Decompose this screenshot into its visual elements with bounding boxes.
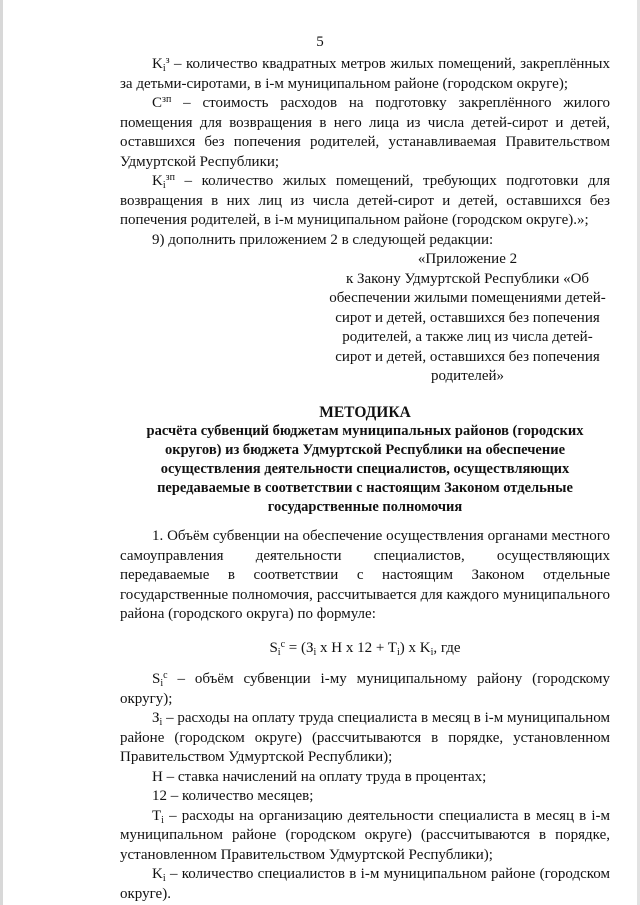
appendix-heading [325,250,610,387]
page-number: 5 [316,34,324,50]
definition-s: $S_i^с$ – объём субвенции i-му муниципальному району (городскому округу); [120,670,610,707]
definition-12: 12 – количество месяцев; [152,788,314,804]
definition-z: $З_i$ – расходы на оплату труда специалиста в месяц в i-м муниципальном районе (городском округе) (рассчитываются в порядке, установленном Правительством Удмуртской Республики); [120,710,610,765]
paragraph-1: 1. Объём субвенции на обеспечение осуществления органами местного самоуправления деятельности специалистов, осуществляющих передаваемые в соответствии с настоящим Законом отдельные государственные полномочия, рассчитывается для каждого муниципального района (городского округа) по формуле: [120,528,610,622]
definition-h: H – ставка начислений на оплату труда в процентах; [152,768,487,785]
document-body [120,55,610,904]
definition-t: $T_i$ – расходы на организацию деятельности специалиста в месяц в i-м муниципальном районе (городском округе) (рассчитываются в порядке, установленном Правительством Удмуртской Республики); [120,807,610,863]
definition-k-z: $K_i^з$ – количество квадратных метров жилых помещений, закреплённых за детьми-сиротами, в i-м муниципальном районе (городском округе); [120,55,610,92]
appendix-law-reference: к Закону Удмуртской Республики «Об обеспечении жилыми помещениями детей-сирот и детей, оставшихся без попечения родителей, а также лиц из числа детей-сирот и детей, оставшихся без попечения родителей» [329,270,606,384]
item-9: 9) дополнить приложением 2 в следующей редакции: [152,231,494,248]
definition-k: $K_i$ – количество специалистов в i-м муниципальном районе (городском округе). [120,866,610,902]
definition-k-zp: $K_i^{зп}$ – количество жилых помещений, требующих подготовки для возвращения в них лиц из числа детей-сирот и детей, оставшихся без попечения родителей, в i-м муниципальном районе (городском округе).»; [120,172,610,228]
formula: $S_i^с = (З_i$ x H x $12 + T_i$) x $K_i$, где [269,638,461,658]
scan-edge-left [0,0,3,905]
appendix-title: «Приложение 2 [417,251,518,267]
method-subtitle: расчёта субвенций бюджетам муниципальных районов (городских округов) из бюджета Удмуртской Республики на обеспечение осуществления деятельности специалистов, осуществляющих передаваемые в соответствии с настоящим Законом отдельные государственные полномочия [146,423,584,515]
definition-c-zp: $C^{зп}$ – стоимость расходов на подготовку закреплённого жилого помещения для возвращения в него лица из числа детей-сирот и детей, оставшихся без попечения родителей, устанавливаемая Правительством Удмуртской Республики; [120,94,610,170]
method-title: МЕТОДИКА [319,403,411,421]
